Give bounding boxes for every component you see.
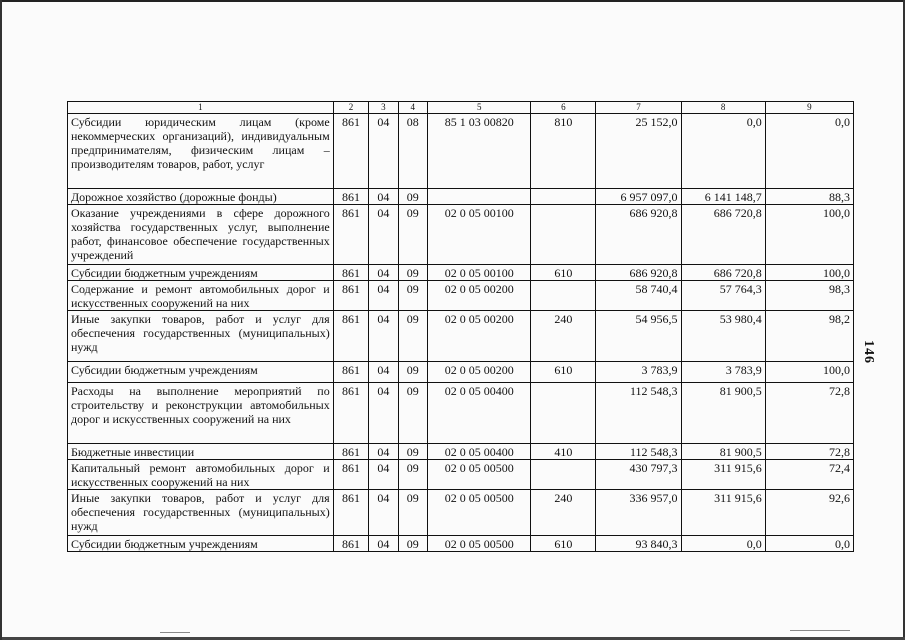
cell-target-article: 02 0 05 00400 xyxy=(428,444,531,460)
column-header: 6 xyxy=(531,102,596,114)
cell-percent: 100,0 xyxy=(765,362,853,383)
column-header: 3 xyxy=(369,102,398,114)
cell-expense-type xyxy=(531,383,596,444)
cell-percent: 72,8 xyxy=(765,444,853,460)
cell-subsection: 08 xyxy=(398,114,427,189)
table-row xyxy=(68,460,854,490)
cell-section: 04 xyxy=(369,536,398,552)
cell-amount-plan: 58 740,4 xyxy=(596,281,681,311)
cell-percent: 98,3 xyxy=(765,281,853,311)
cell-target-article: 02 0 05 00500 xyxy=(428,490,531,536)
cell-ministry-code: 861 xyxy=(333,114,368,189)
table-row xyxy=(68,281,854,311)
table-row xyxy=(68,205,854,265)
cell-amount-plan: 6 957 097,0 xyxy=(596,189,681,205)
cell-subsection: 09 xyxy=(398,383,427,444)
cell-amount-actual: 53 980,4 xyxy=(681,311,765,362)
column-header: 7 xyxy=(596,102,681,114)
table-row xyxy=(68,383,854,444)
cell-amount-actual: 686 720,8 xyxy=(681,205,765,265)
cell-amount-actual: 311 915,6 xyxy=(681,490,765,536)
cell-subsection: 09 xyxy=(398,444,427,460)
scan-edge-left xyxy=(0,0,2,640)
cell-amount-plan: 54 956,5 xyxy=(596,311,681,362)
cell-amount-plan: 686 920,8 xyxy=(596,265,681,281)
cell-expense-type xyxy=(531,460,596,490)
cell-section: 04 xyxy=(369,383,398,444)
cell-target-article: 02 0 05 00400 xyxy=(428,383,531,444)
cell-subsection: 09 xyxy=(398,311,427,362)
cell-ministry-code: 861 xyxy=(333,265,368,281)
cell-amount-actual: 311 915,6 xyxy=(681,460,765,490)
cell-section: 04 xyxy=(369,205,398,265)
cell-percent: 0,0 xyxy=(765,536,853,552)
cell-amount-plan: 112 548,3 xyxy=(596,444,681,460)
cell-target-article: 02 0 05 00200 xyxy=(428,362,531,383)
cell-subsection: 09 xyxy=(398,281,427,311)
cell-section: 04 xyxy=(369,490,398,536)
cell-section: 04 xyxy=(369,460,398,490)
row-name: Оказание учреждениями в сфере дорожного хозяйства государственных услуг, выполнение работ, финансовое обеспечение государственных учреждений xyxy=(68,205,334,265)
row-name: Субсидии бюджетным учреждениям xyxy=(68,362,334,383)
cell-ministry-code: 861 xyxy=(333,460,368,490)
cell-expense-type: 610 xyxy=(531,536,596,552)
cell-target-article: 02 0 05 00200 xyxy=(428,311,531,362)
page-number: 146 xyxy=(861,340,876,364)
row-name: Бюджетные инвестиции xyxy=(68,444,334,460)
column-header: 9 xyxy=(765,102,853,114)
cell-ministry-code: 861 xyxy=(333,189,368,205)
cell-ministry-code: 861 xyxy=(333,536,368,552)
cell-ministry-code: 861 xyxy=(333,383,368,444)
cell-subsection: 09 xyxy=(398,189,427,205)
cell-expense-type xyxy=(531,205,596,265)
cell-section: 04 xyxy=(369,311,398,362)
cell-subsection: 09 xyxy=(398,265,427,281)
row-name: Субсидии бюджетным учреждениям xyxy=(68,536,334,552)
cell-percent: 72,8 xyxy=(765,383,853,444)
row-name: Субсидии бюджетным учреждениям xyxy=(68,265,334,281)
cell-section: 04 xyxy=(369,281,398,311)
table-row xyxy=(68,265,854,281)
column-header: 8 xyxy=(681,102,765,114)
table-row xyxy=(68,444,854,460)
cell-amount-actual: 686 720,8 xyxy=(681,265,765,281)
row-name: Дорожное хозяйство (дорожные фонды) xyxy=(68,189,334,205)
column-header: 5 xyxy=(428,102,531,114)
cell-ministry-code: 861 xyxy=(333,444,368,460)
cell-ministry-code: 861 xyxy=(333,205,368,265)
cell-subsection: 09 xyxy=(398,536,427,552)
cell-amount-actual: 3 783,9 xyxy=(681,362,765,383)
cell-amount-plan: 3 783,9 xyxy=(596,362,681,383)
cell-section: 04 xyxy=(369,114,398,189)
cell-percent: 100,0 xyxy=(765,205,853,265)
cell-target-article: 02 0 05 00500 xyxy=(428,460,531,490)
column-header: 4 xyxy=(398,102,427,114)
budget-table xyxy=(67,101,854,552)
cell-percent: 92,6 xyxy=(765,490,853,536)
cell-target-article: 02 0 05 00100 xyxy=(428,205,531,265)
cell-expense-type xyxy=(531,281,596,311)
table-row xyxy=(68,114,854,189)
cell-ministry-code: 861 xyxy=(333,311,368,362)
cell-target-article: 02 0 05 00200 xyxy=(428,281,531,311)
column-header: 1 xyxy=(68,102,334,114)
cell-percent: 0,0 xyxy=(765,114,853,189)
table-row xyxy=(68,362,854,383)
table-row xyxy=(68,311,854,362)
row-name: Иные закупки товаров, работ и услуг для обеспечения государственных (муниципальных) нужд xyxy=(68,311,334,362)
cell-subsection: 09 xyxy=(398,460,427,490)
row-name: Расходы на выполнение мероприятий по строительству и реконструкции автомобильных дорог и искусственных сооружений на них xyxy=(68,383,334,444)
cell-section: 04 xyxy=(369,362,398,383)
row-name: Иные закупки товаров, работ и услуг для обеспечения государственных (муниципальных) нужд xyxy=(68,490,334,536)
cell-amount-actual: 57 764,3 xyxy=(681,281,765,311)
cell-expense-type: 240 xyxy=(531,311,596,362)
table-row xyxy=(68,536,854,552)
cell-amount-plan: 336 957,0 xyxy=(596,490,681,536)
cell-amount-actual: 6 141 148,7 xyxy=(681,189,765,205)
cell-section: 04 xyxy=(369,189,398,205)
cell-amount-actual: 0,0 xyxy=(681,536,765,552)
cell-expense-type: 610 xyxy=(531,362,596,383)
cell-amount-actual: 81 900,5 xyxy=(681,383,765,444)
cell-expense-type: 240 xyxy=(531,490,596,536)
table-row xyxy=(68,490,854,536)
cell-section: 04 xyxy=(369,444,398,460)
cell-target-article xyxy=(428,189,531,205)
cell-expense-type: 410 xyxy=(531,444,596,460)
cell-subsection: 09 xyxy=(398,362,427,383)
cell-target-article: 02 0 05 00100 xyxy=(428,265,531,281)
row-name: Капитальный ремонт автомобильных дорог и искусственных сооружений на них xyxy=(68,460,334,490)
cell-amount-actual: 81 900,5 xyxy=(681,444,765,460)
cell-percent: 88,3 xyxy=(765,189,853,205)
table-row xyxy=(68,189,854,205)
row-name: Содержание и ремонт автомобильных дорог и искусственных сооружений на них xyxy=(68,281,334,311)
cell-ministry-code: 861 xyxy=(333,490,368,536)
cell-percent: 100,0 xyxy=(765,265,853,281)
cell-amount-actual: 0,0 xyxy=(681,114,765,189)
cell-target-article: 02 0 05 00500 xyxy=(428,536,531,552)
cell-target-article: 85 1 03 00820 xyxy=(428,114,531,189)
cell-section: 04 xyxy=(369,265,398,281)
cell-amount-plan: 112 548,3 xyxy=(596,383,681,444)
cell-percent: 72,4 xyxy=(765,460,853,490)
cell-subsection: 09 xyxy=(398,490,427,536)
table-header-row xyxy=(68,102,854,114)
cell-amount-plan: 25 152,0 xyxy=(596,114,681,189)
scan-edge-top xyxy=(0,0,905,2)
cell-percent: 98,2 xyxy=(765,311,853,362)
cell-expense-type: 810 xyxy=(531,114,596,189)
scan-artifact xyxy=(790,630,850,631)
row-name: Субсидии юридическим лицам (кроме некоммерческих организаций), индивидуальным предпринимателям, физическим лицам – производителям товаров, работ, услуг xyxy=(68,114,334,189)
cell-amount-plan: 93 840,3 xyxy=(596,536,681,552)
cell-amount-plan: 686 920,8 xyxy=(596,205,681,265)
column-header: 2 xyxy=(333,102,368,114)
cell-ministry-code: 861 xyxy=(333,281,368,311)
scan-artifact xyxy=(160,632,190,633)
cell-subsection: 09 xyxy=(398,205,427,265)
cell-expense-type: 610 xyxy=(531,265,596,281)
cell-expense-type xyxy=(531,189,596,205)
cell-ministry-code: 861 xyxy=(333,362,368,383)
cell-amount-plan: 430 797,3 xyxy=(596,460,681,490)
